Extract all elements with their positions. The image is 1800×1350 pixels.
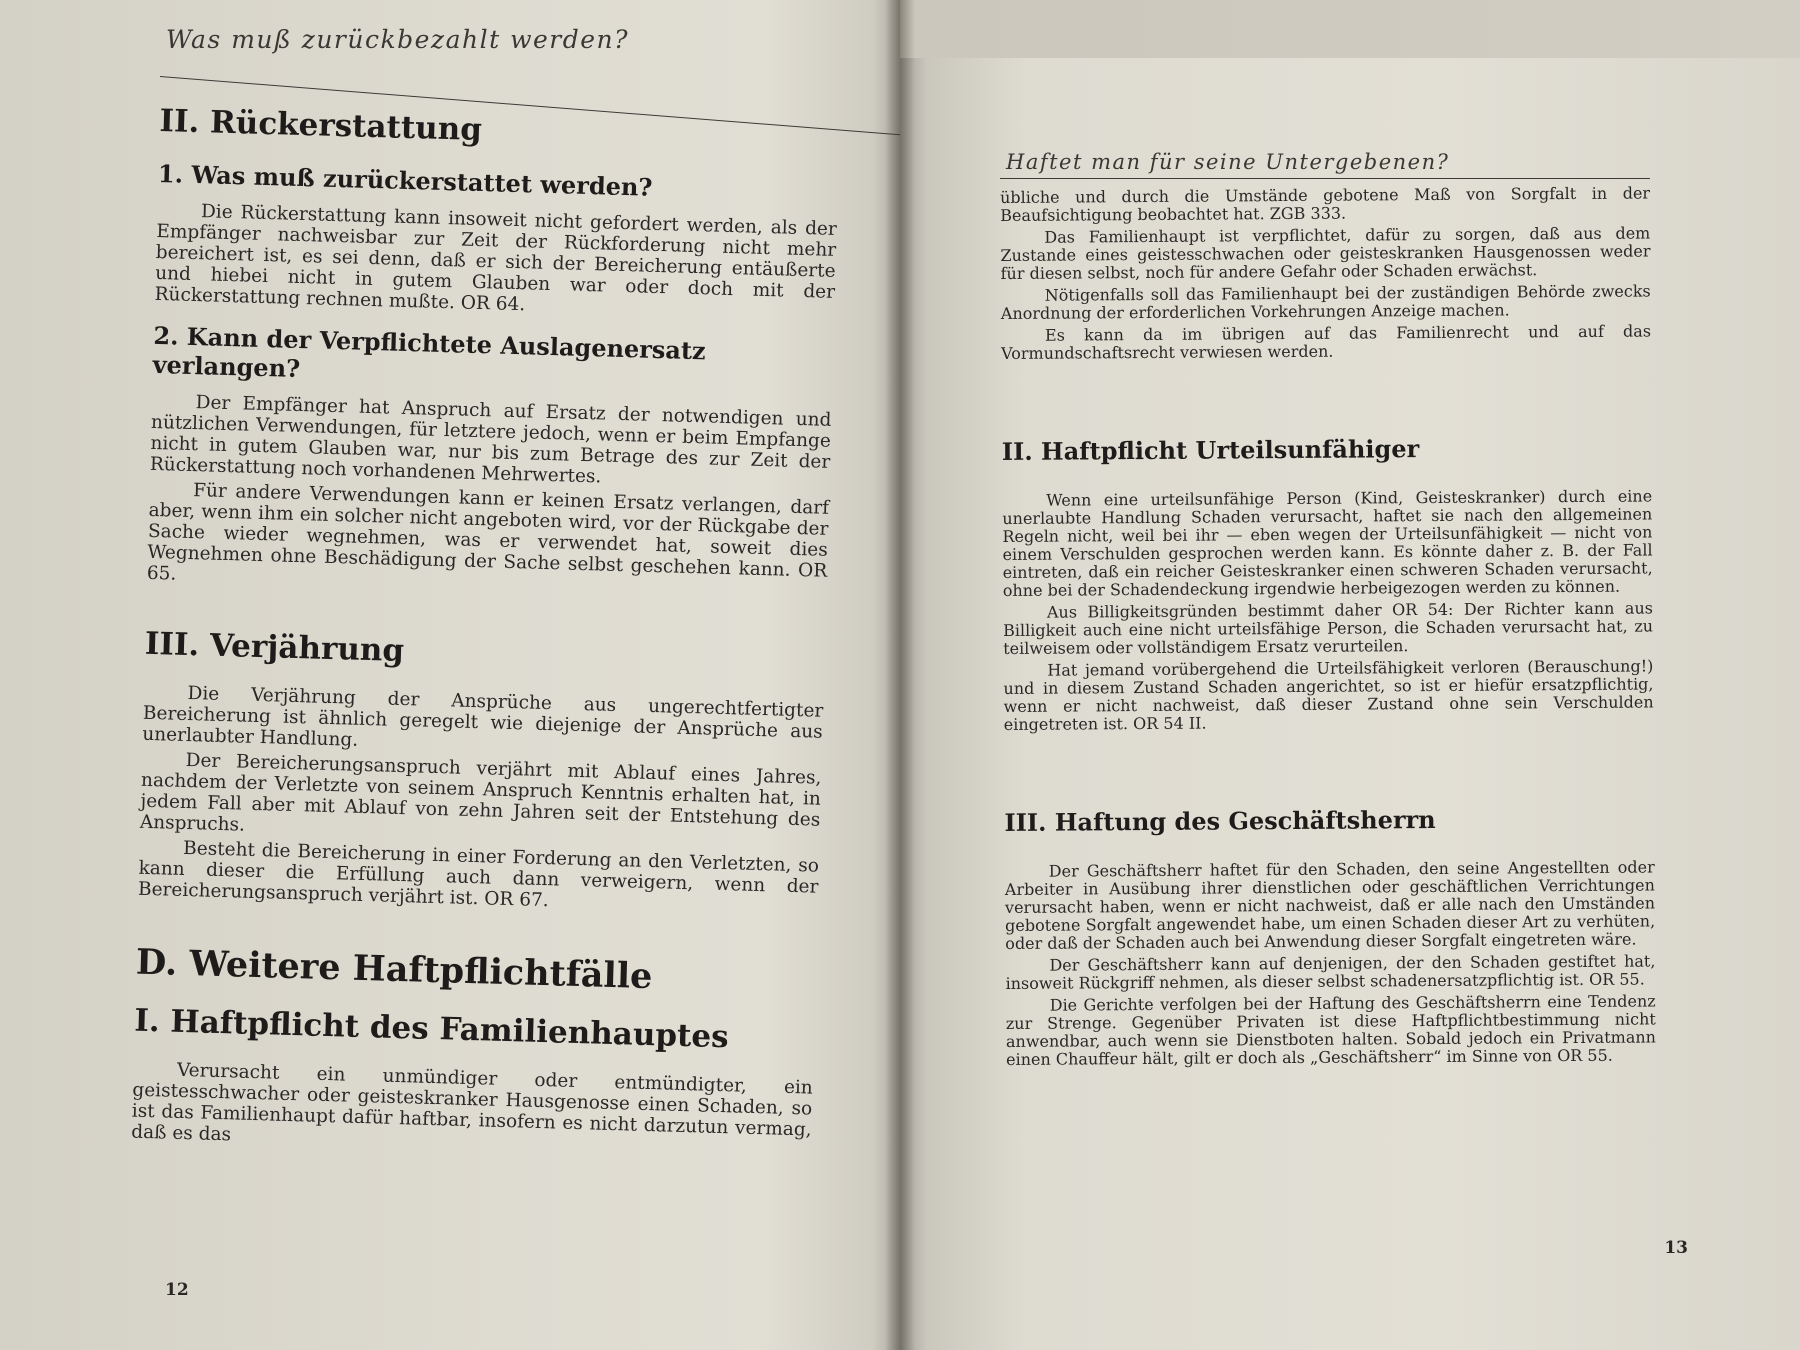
running-head-right: Haftet man für seine Untergebenen? (1006, 150, 1450, 174)
paragraph: Verursacht ein unmündiger oder entmündigter, ein geistesschwacher oder geisteskranker Hausgenosse einen Schaden, so ist das Familienhaupt dafür haftbar, insofern es nicht darzutun vermag, daß es das (130, 1059, 814, 1146)
paragraph: Es kann da im übrigen auf das Familienrecht und auf das Vormundschaftsrecht verwiesen werden. (1001, 321, 1652, 363)
paragraph: Das Familienhaupt ist verpflichtet, dafür zu sorgen, daß aus dem Zustande eines geistesschwachen oder geisteskranken Hausgenossen weder für diesen selbst, noch für andere Gefahr oder Schaden erwächst. (1000, 223, 1651, 283)
spacer (1004, 733, 1654, 792)
paragraph: Die Gerichte verfolgen bei der Haftung des Geschäftsherrn eine Tendenz zur Strenge. Gegenüber Privaten ist diese Haftpflichtbestimmung nicht anwendbar, auch wenn sie Dienstboten halten. Sobald jedoch ein Privatmann einen Chauffeur hält, gilt er doch als „Geschäftsherr“ im Sinne von OR 55. (1005, 991, 1657, 1069)
chapter-title-d: D. Weitere Haftpflichtfälle (135, 941, 653, 998)
paragraph: Hat jemand vorübergehend die Urteilsfähigkeit verloren (Berauschung!) und in diesem Zustand Schaden angerichtet, so ist er hiefür ersatzpflichtig, wenn er nicht nachweist, daß dieser Zustand ohne sein Verschulden eingetreten ist. OR 54 II. (1003, 656, 1654, 734)
paragraph: Nötigenfalls soll das Familienhaupt bei der zuständigen Behörde zwecks Anordnung der erforderlichen Vorkehrungen Anzeige machen. (1000, 281, 1651, 323)
paragraph: übliche und durch die Umstände gebotene Maß von Sorgfalt in der Beaufsichtigung beobachtet hat. ZGB 333. (999, 183, 1651, 225)
paragraph: Der Empfänger hat Anspruch auf Ersatz der notwendigen und nützlichen Verwendungen, für letztere jedoch, wenn er beim Empfange nicht in gutem Glauben war, nur bis zum Betrage des zur Zeit der Rückerstattung noch vorhandenen Mehrwertes. (149, 392, 832, 488)
paragraph: Für andere Verwendungen kann er keinen Ersatz verlangen, darf aber, wenn ihm ein solcher nicht angeboten wird, vor der Rückgabe der Sache wieder wegnehmen, was er verwendet hat, soweit dies Wegnehmen ohne Beschädigung der Sache selbst geschehen kann. OR 65. (146, 480, 830, 585)
paragraph: Der Bereicherungsanspruch verjährt mit Ablauf eines Jahres, nachdem der Verletzte von seinem Anspruch Kenntnis erhalten hat, in jedem Fall aber mit Ablauf von zehn Jahren seit der Entstehung des Anspruchs. (139, 749, 822, 836)
book-gutter (885, 0, 915, 1350)
paragraph: Der Geschäftsherr haftet für den Schaden, den seine Angestellten oder Arbeiter in Ausübung ihrer dienstlichen oder geschäftlichen Verrichtungen verursacht haben, wenn er nicht nachweist, daß er alle nach den Umständen gebotene Sorgfalt angewendet habe, um einen Schaden dieser Art zu verhüten, oder daß der Schaden auch bei Anwendung dieser Sorgfalt eingetreten wäre. (1004, 857, 1656, 953)
section-title-rueckerstattung: II. Rückerstattung (158, 103, 483, 148)
subsection-title-1: 1. Was muß zurückerstattet werden? (157, 158, 653, 202)
spacer (1001, 362, 1651, 421)
header-rule-right (1000, 178, 1650, 179)
section-title-urteilsunfaehiger: II. Haftpflicht Urteilsunfähiger (1001, 434, 1420, 466)
paragraph: Aus Billigkeitsgründen bestimmt daher OR 54: Der Richter kann aus Billigkeit auch eine nicht urteilsfähige Person, die Schaden verursacht hat, zu teilweisem oder vollständigem Ersatz verurteilen. (1003, 598, 1654, 658)
running-head-left: Was muß zurückbezahlt werden? (166, 25, 630, 54)
right-page-body (1000, 184, 1656, 1069)
section-title-verjaehrung: III. Verjährung (144, 625, 405, 670)
paragraph: Wenn eine urteilsunfähige Person (Kind, Geisteskranker) durch eine unerlaubte Handlung Schaden verursacht, haftet sie nach den allgemeinen Regeln nicht, weil bei ihr — eben wegen der Urteilsunfähigkeit — nicht von einem Verschulden gesprochen werden kann. Es könnte daher z. B. der Fall eintreten, daß ein reicher Geisteskranker einen schweren Schaden verursacht, ohne bei der Schadendeckung irgendwie herbeigezogen werden zu können. (1002, 486, 1653, 600)
right-page (900, 58, 1800, 1350)
paragraph: Die Rückerstattung kann insoweit nicht gefordert werden, als der Empfänger nachweisbar zur Zeit der Rückforderung nicht mehr bereichert ist, es sei denn, daß er sich der Bereicherung entäußerte und hiebei nicht in gutem Glauben war oder doch mit der Rückerstattung rechnen mußte. OR 64. (154, 201, 838, 316)
paragraph: Die Verjährung der Ansprüche aus ungerechtfertigter Bereicherung ist ähnlich geregelt wie diejenige der Ansprüche aus unerlaubter Handlung. (142, 683, 824, 751)
page-number-left: 12 (165, 1280, 189, 1300)
paragraph: Besteht die Bereicherung in einer Forderung an den Verletzten, so kann dieser die Erfüllung auch dann verweigern, wenn der Bereicherungsanspruch verjährt ist. OR 67. (137, 837, 820, 912)
left-page-body (131, 103, 840, 1162)
section-title-familienhaupt: I. Haftpflicht des Familienhauptes (133, 1002, 730, 1056)
section-title-geschaeftsherr: III. Haftung des Geschäftsherrn (1004, 804, 1436, 837)
paragraph: Der Geschäftsherr kann auf denjenigen, der den Schaden gestiftet hat, insoweit Rückgriff nehmen, als dieser selbst schadenersatzpflichtig ist. OR 55. (1005, 951, 1656, 993)
subsection-title-2: 2. Kann der Verpflichtete Auslagenersatz verlangen? (152, 320, 707, 384)
page-number-right: 13 (1664, 1238, 1688, 1258)
